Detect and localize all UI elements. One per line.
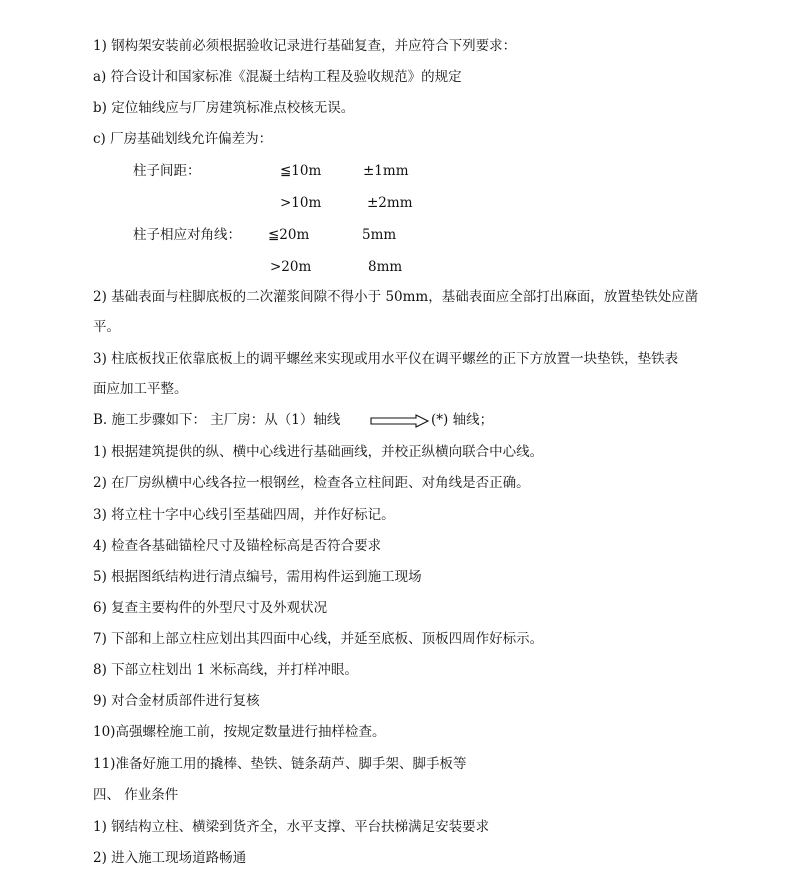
tolerance-condition: >20m bbox=[270, 259, 312, 275]
paragraph-3-line-1: 3) 柱底板找正依靠底板上的调平螺丝来实现或用水平仪在调平螺丝的正下方放置一块垫铁，垫铁表 bbox=[93, 351, 679, 367]
step-item: 4) 检查各基础锚栓尺寸及锚栓标高是否符合要求 bbox=[93, 538, 382, 554]
step-item: 6) 复查主要构件的外型尺寸及外观状况 bbox=[93, 600, 328, 616]
step-item: 10)高强螺栓施工前，按规定数量进行抽样检查。 bbox=[93, 724, 386, 740]
column-spacing-label: 柱子间距： bbox=[133, 163, 201, 179]
tolerance-value: ±1mm bbox=[363, 163, 409, 179]
item-a: a) 符合设计和国家标准《混凝土结构工程及验收规范》的规定 bbox=[93, 69, 462, 85]
diagonal-label: 柱子相应对角线： bbox=[133, 227, 241, 243]
tolerance-value: 5mm bbox=[362, 227, 397, 243]
paragraph-3-line-2: 面应加工平整。 bbox=[93, 381, 188, 397]
tolerance-value: 8mm bbox=[368, 259, 403, 275]
tolerance-value: ±2mm bbox=[367, 195, 413, 211]
section-b-heading bbox=[93, 411, 340, 429]
step-item: 2) 在厂房纵横中心线各拉一根钢丝，检查各立柱间距、对角线是否正确。 bbox=[93, 475, 530, 491]
condition-item: 1) 钢结构立柱、横梁到货齐全，水平支撑、平台扶梯满足安装要求 bbox=[93, 819, 490, 835]
step-item: 11)准备好施工用的撬棒、垫铁、链条葫芦、脚手架、脚手板等 bbox=[93, 756, 467, 772]
step-item: 9) 对合金材质部件进行复核 bbox=[93, 693, 260, 709]
paragraph-2-line-2: 平。 bbox=[93, 319, 120, 335]
step-item: 1) 根据建筑提供的纵、横中心线进行基础画线，并校正纵横向联合中心线。 bbox=[93, 444, 544, 460]
section-b-heading-suffix: (*) 轴线； bbox=[431, 412, 494, 428]
section-4-heading: 四、 作业条件 bbox=[93, 787, 179, 803]
step-item: 7) 下部和上部立柱应划出其四面中心线，并延至底板、顶板四周作好标示。 bbox=[93, 631, 544, 647]
double-arrow-icon bbox=[370, 414, 430, 428]
step-item: 8) 下部立柱划出 1 米标高线，并打样冲眼。 bbox=[93, 662, 358, 678]
section-b-heading-prefix: B. 施工步骤如下： 主厂房：从（1）轴线 bbox=[93, 412, 341, 428]
condition-item: 2) 进入施工现场道路畅通 bbox=[93, 850, 247, 866]
tolerance-condition: ≦20m bbox=[268, 227, 310, 243]
tolerance-condition: ≦10m bbox=[280, 163, 322, 179]
paragraph-2-line-1: 2) 基础表面与柱脚底板的二次灌浆间隙不得小于 50mm，基础表面应全部打出麻面，放置垫铁处应凿 bbox=[93, 289, 699, 305]
step-item: 5) 根据图纸结构进行清点编号，需用构件运到施工现场 bbox=[93, 569, 422, 585]
item-c: c) 厂房基础划线允许偏差为： bbox=[93, 131, 273, 147]
item-b: b) 定位轴线应与厂房建筑标准点校核无误。 bbox=[93, 100, 355, 116]
tolerance-condition: >10m bbox=[280, 195, 322, 211]
step-item: 3) 将立柱十字中心线引至基础四周，并作好标记。 bbox=[93, 507, 395, 523]
paragraph-1: 1) 钢构架安装前必须根据验收记录进行基础复查，并应符合下列要求： bbox=[93, 38, 517, 54]
